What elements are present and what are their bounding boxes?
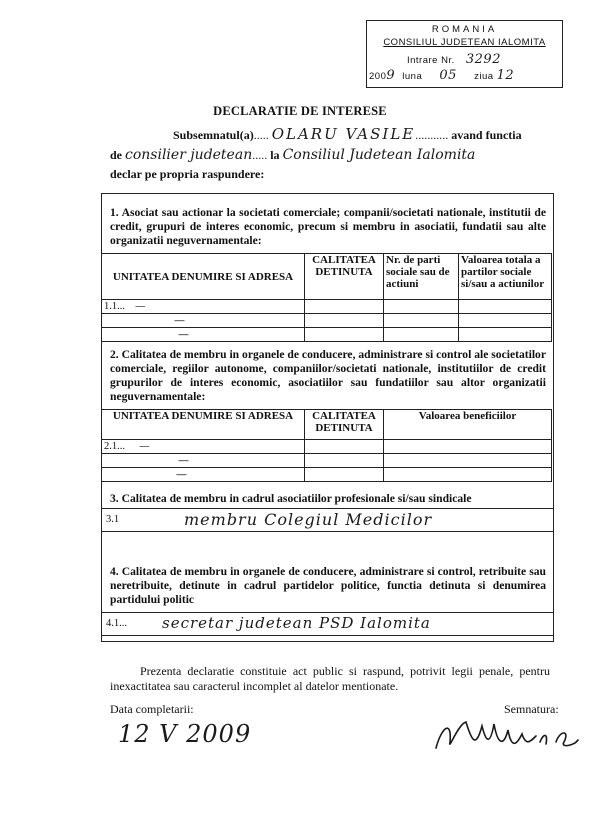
s2-row-1: 2.1... — bbox=[102, 440, 305, 454]
s1-col-unitatea: UNITATEA DENUMIRE SI ADRESA bbox=[102, 254, 305, 300]
s1-col-calitatea: CALITATEA DETINUTA bbox=[305, 254, 384, 300]
s1-col-valoarea: Valoarea totala a partilor sociale si/sau a actiunilor bbox=[459, 254, 552, 300]
intro-line-1: Subsemnatul(a)..... OLARU VASILE........... avand functia bbox=[173, 125, 522, 143]
section-4-text: 4. Calitatea de membru in organele de conducere, administrare si control, retribuite sau neretribuite, detinute in cadrul partidelor politice, functia detinuta si denumirea partidului politic bbox=[110, 565, 546, 606]
la-label: la bbox=[270, 148, 280, 162]
institution-hand: Consiliul Judetean Ialomita bbox=[282, 147, 476, 163]
avand-functia-label: avand functia bbox=[451, 128, 522, 142]
intro-line-2: de consilier judetean..... la Consiliul Judetean Ialomita bbox=[110, 147, 476, 163]
stamp-country: ROMANIA bbox=[431, 24, 498, 35]
date-hand: 12 V 2009 bbox=[118, 720, 252, 748]
s4-hand-entry: secretar judetean PSD Ialomita bbox=[162, 614, 431, 632]
section-2-table bbox=[101, 409, 552, 482]
declarant-name: OLARU VASILE bbox=[271, 125, 416, 143]
s2-col-valoarea: Valoarea beneficiilor bbox=[384, 410, 552, 440]
stamp-day-label: ziua bbox=[474, 71, 494, 82]
registration-stamp bbox=[366, 20, 563, 88]
s1-row-1: 1.1... — bbox=[102, 300, 305, 314]
section-3-row bbox=[101, 508, 554, 532]
date-label: Data completarii: bbox=[110, 702, 194, 716]
s1-row-3: — bbox=[102, 328, 305, 342]
de-label: de bbox=[110, 148, 122, 162]
signature-scribble bbox=[432, 712, 582, 760]
section-2-text: 2. Calitatea de membru in organele de conducere, administrare si control ale societatilor comerciale, regiilor autonome, companiilor/societati nationale, institutiilor de credit grupurilor de interes economic, asociatiilor sau fundatiilor sau altor organizatii neguvernamentale: bbox=[110, 348, 546, 403]
s3-hand-entry: membru Colegiul Medicilor bbox=[184, 510, 433, 529]
section-4-row bbox=[101, 612, 554, 636]
section-3-text: 3. Calitatea de membru in cadrul asociatiilor profesionale si/sau sindicale bbox=[110, 492, 472, 505]
s3-row-label: 3.1 bbox=[106, 514, 120, 525]
function-hand: consilier judetean bbox=[125, 147, 253, 163]
stamp-month-label: luna bbox=[402, 71, 423, 82]
stamp-entry-number: 3292 bbox=[465, 52, 501, 67]
subsemnatul-label: Subsemnatul(a) bbox=[173, 128, 254, 142]
signature-label: Semnatura: bbox=[504, 702, 559, 716]
s2-row-2: — bbox=[102, 454, 305, 468]
stamp-year-hand: 9 bbox=[386, 68, 396, 83]
s2-row-3: — bbox=[102, 468, 305, 482]
stamp-day-hand: 12 bbox=[496, 68, 515, 83]
stamp-entry-label: Intrare Nr. bbox=[407, 55, 455, 66]
page-title: DECLARATIE DE INTERESE bbox=[213, 104, 387, 118]
s1-row-2: — bbox=[102, 314, 305, 328]
s4-row-label: 4.1... bbox=[106, 618, 127, 629]
s2-col-unitatea: UNITATEA DENUMIRE SI ADRESA bbox=[102, 410, 305, 440]
section-1-text: 1. Asociat sau actionar la societati comerciale; companii/societati nationale, institutii de credit, grupuri de interes economic, precum si membru in asociatii, fundatii sau alte organizatii neguvernamentale: bbox=[110, 206, 546, 247]
s1-col-nr-parti: Nr. de parti sociale sau de actiuni bbox=[384, 254, 459, 300]
declar-line: declar pe propria raspundere: bbox=[110, 167, 265, 181]
legal-note: Prezenta declaratie constituie act public si raspund, potrivit legii penale, pentru inexactitatea sau caracterul incomplet al datelor mentionate. bbox=[110, 664, 550, 693]
stamp-institution: CONSILIUL JUDETEAN IALOMITA bbox=[383, 37, 546, 48]
section-1-table bbox=[101, 253, 552, 342]
stamp-month-hand: 05 bbox=[439, 68, 457, 83]
s2-col-calitatea: CALITATEA DETINUTA bbox=[305, 410, 384, 440]
stamp-year-prefix: 200 bbox=[369, 71, 387, 82]
